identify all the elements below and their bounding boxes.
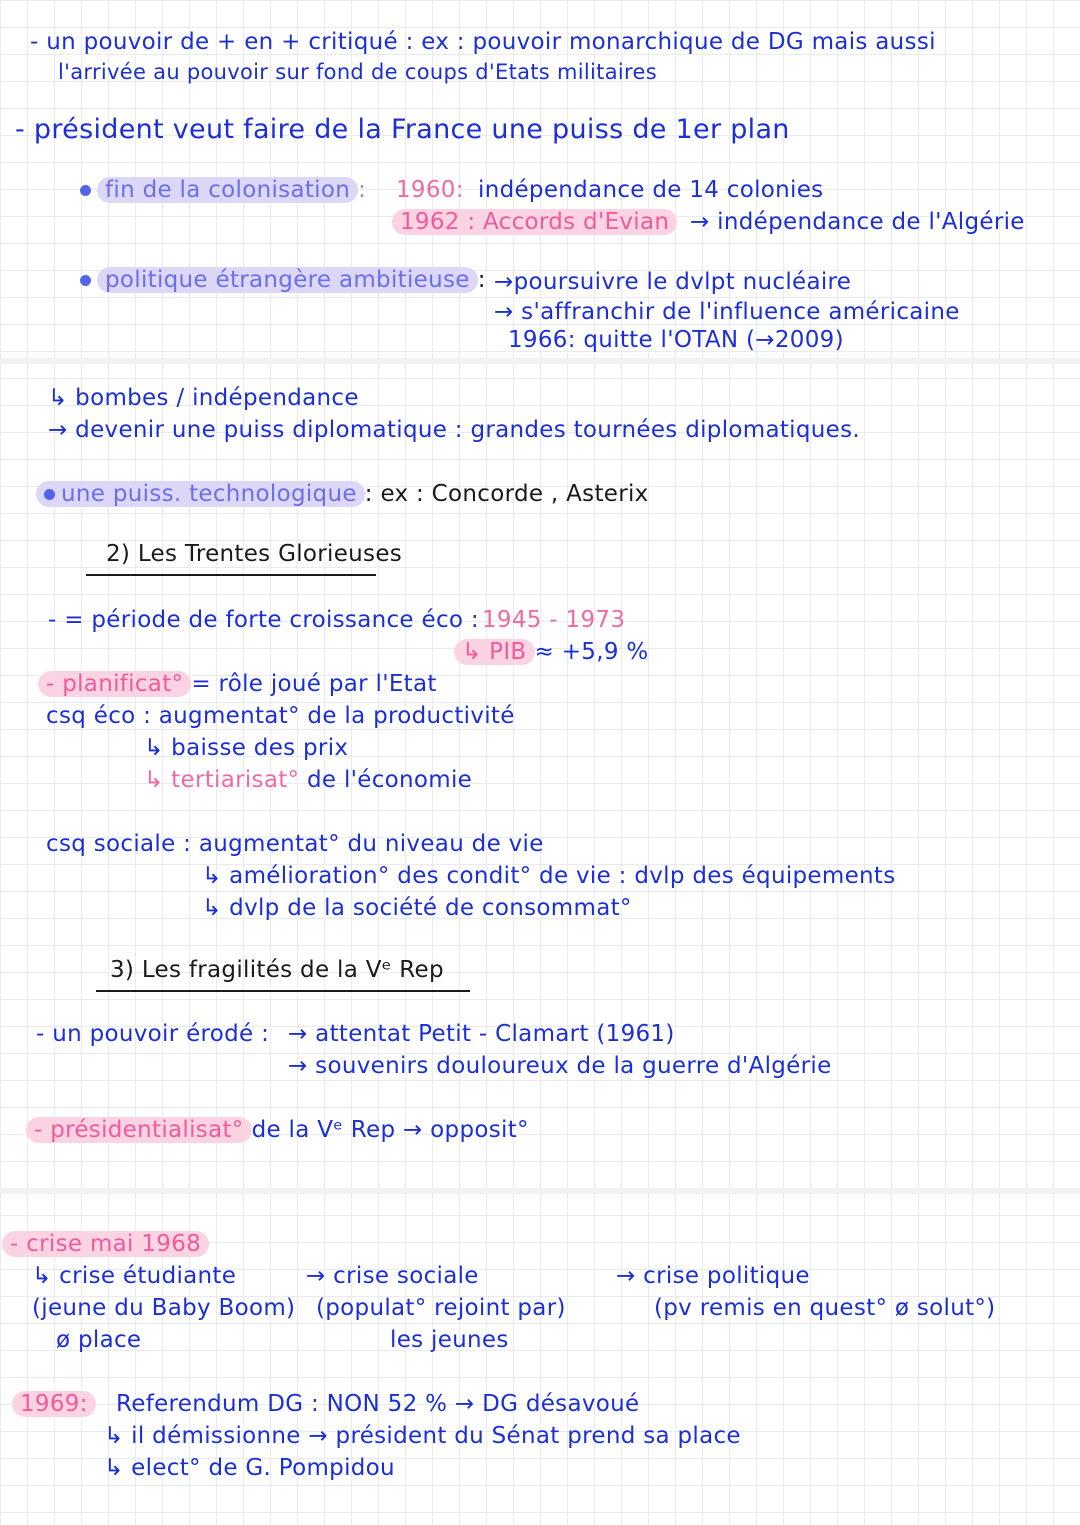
year-1969: 1969: — [12, 1390, 96, 1418]
note-line: l'arrivée au pouvoir sur fond de coups d'Etats militaires — [58, 60, 657, 84]
note-line: csq éco : augmentat° de la productivité — [46, 703, 515, 729]
note-line: → indépendance de l'Algérie — [690, 209, 1025, 235]
bullet-dot — [80, 185, 91, 196]
accords-evian: 1962 : Accords d'Evian — [392, 208, 677, 236]
note-line: Referendum DG : NON 52 % → DG désavoué — [116, 1391, 640, 1417]
bullet-dot — [44, 489, 55, 500]
note-line: 1966: quitte l'OTAN (→2009) — [508, 327, 844, 353]
page-divider — [0, 1188, 1080, 1194]
note-line: ø place — [56, 1327, 142, 1353]
note-line: - un pouvoir érodé : — [36, 1021, 270, 1047]
note-line: (populat° rejoint par) — [316, 1295, 566, 1321]
note-line: ↳ elect° de G. Pompidou — [104, 1455, 395, 1481]
note-line: →poursuivre le dvlpt nucléaire — [494, 269, 852, 295]
note-line: → souvenirs douloureux de la guerre d'Algérie — [288, 1053, 832, 1079]
note-line: csq sociale : augmentat° du niveau de vie — [46, 831, 544, 857]
note-line: ↳ amélioration° des condit° de vie : dvlp des équipements — [202, 863, 896, 889]
section-heading-2: 2) Les Trentes Glorieuses — [106, 541, 403, 567]
note-line: - un pouvoir de + en + critiqué : ex : pouvoir monarchique de DG mais aussi — [30, 29, 936, 55]
pib-line: ↳ PIB ≈ +5,9 % — [454, 638, 649, 666]
highlight-tech: une puiss. technologique — [61, 481, 357, 507]
note-line: les jeunes — [390, 1327, 509, 1353]
note-line: → s'affranchir de l'influence américaine — [494, 299, 960, 325]
note-line: - = période de forte croissance éco : — [48, 607, 479, 633]
note-line: ↳ crise étudiante — [32, 1263, 237, 1289]
bullet-colonisation: fin de la colonisation : — [80, 176, 366, 204]
heading-underline — [96, 990, 470, 992]
note-line: ↳ baisse des prix — [144, 735, 349, 761]
note-line: → crise politique — [616, 1263, 810, 1289]
note-line: ↳ dvlp de la société de consommat° — [202, 895, 632, 921]
period-years: 1945 - 1973 — [482, 607, 626, 633]
bullet-tech: une puiss. technologique : ex : Concorde , Asterix — [36, 480, 649, 508]
highlight-colonisation: fin de la colonisation — [97, 177, 358, 203]
bullet-dot — [80, 275, 91, 286]
note-line: ↳ il démissionne → président du Sénat prend sa place — [104, 1423, 741, 1449]
note-line: - président veut faire de la France une puiss de 1er plan — [15, 114, 790, 145]
tertiarisation-line: ↳ tertiarisat° de l'économie — [144, 767, 473, 793]
section-heading-3: 3) Les fragilités de la Vᵉ Rep — [110, 957, 444, 983]
note-line: (pv remis en quest° ø solut°) — [654, 1295, 996, 1321]
year-1960: 1960: — [396, 177, 464, 203]
page-divider — [0, 358, 1080, 364]
highlight-politique: politique étrangère ambitieuse — [97, 267, 478, 293]
presidentialisation-line: - présidentialisat° de la Vᵉ Rep → opposit° — [26, 1116, 529, 1144]
bullet-politique: politique étrangère ambitieuse : — [80, 266, 486, 294]
note-line: ↳ bombes / indépendance — [48, 385, 359, 411]
note-line: (jeune du Baby Boom) — [32, 1295, 296, 1321]
note-line: indépendance de 14 colonies — [478, 177, 824, 203]
crise-1968: - crise mai 1968 — [2, 1230, 209, 1258]
planification-line: - planificat° = rôle joué par l'Etat — [38, 670, 437, 698]
note-line: → attentat Petit - Clamart (1961) — [288, 1021, 675, 1047]
note-line: → devenir une puiss diplomatique : grandes tournées diplomatiques. — [48, 417, 860, 443]
heading-underline — [86, 574, 376, 576]
note-line: → crise sociale — [306, 1263, 479, 1289]
